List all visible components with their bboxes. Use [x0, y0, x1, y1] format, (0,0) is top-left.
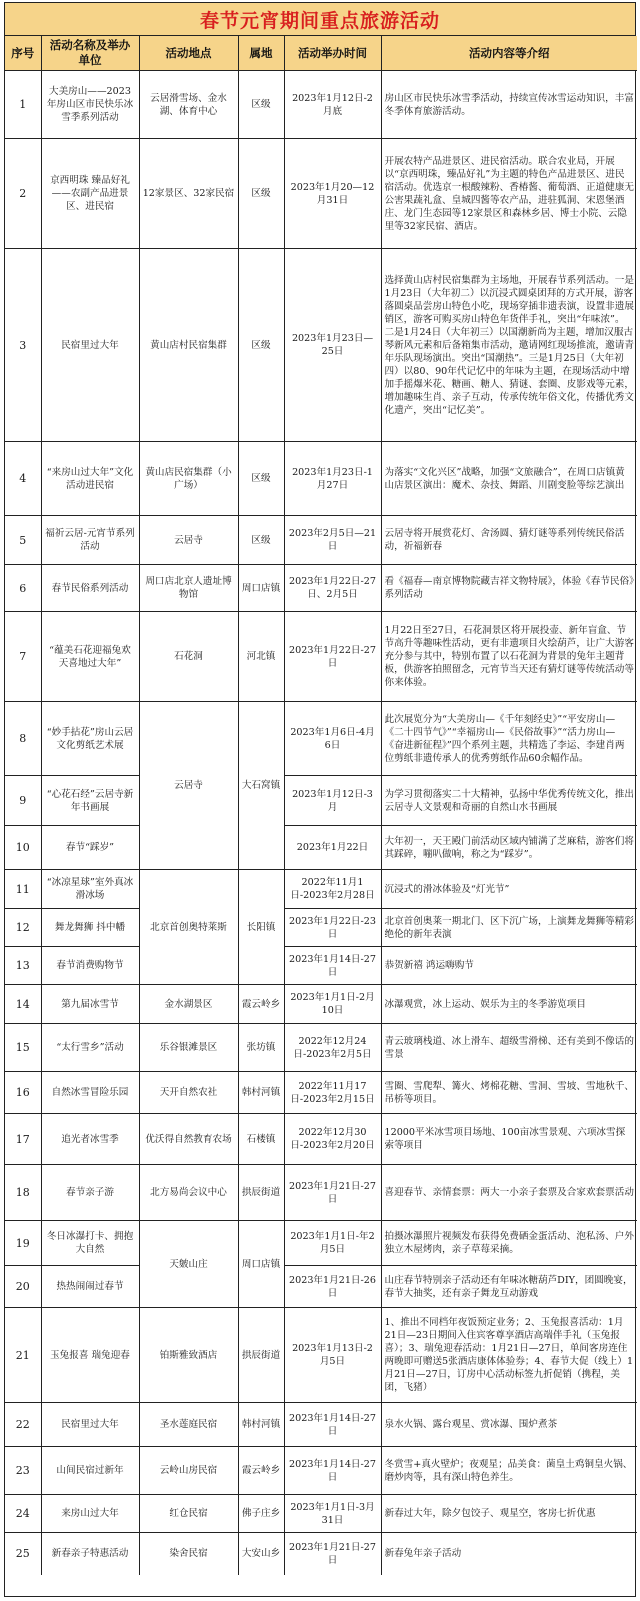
merged-place-yunju: 云居寺: [139, 702, 238, 870]
row-time: 2022年11月17日-2023年2月15日: [284, 1072, 381, 1114]
row-time: 2023年1月14日-27日: [284, 947, 381, 985]
row-area: 霞云岭乡: [238, 985, 284, 1024]
row-time: 2023年1月20—12月31日: [284, 139, 381, 249]
row-name: 民宿里过大年: [41, 1403, 139, 1447]
table-row: [5, 1447, 637, 1495]
table-row: [5, 1403, 637, 1447]
row-seq: 24: [5, 1495, 41, 1533]
row-seq: 20: [5, 1266, 41, 1308]
row-name: “蕴美石花迎福兔欢天喜地过大年”: [41, 612, 139, 702]
header-place: 活动地点: [139, 36, 238, 71]
row-area: 拱辰街道: [238, 1308, 284, 1403]
row-desc: 开展农特产品进景区、进民宿活动。联合农业局，开展以“京西明珠，臻品好礼”为主题的特色产品进景区、进民宿活动。优选京一根酸辣粉、香椿酱、葡萄酒、正道健康无公害果蔬礼盒、皇城四酱等农产品，进驻狐洞、宋恩堡酒庄、龙门生态园等12家景区和森林乡居、博士小院、云隐里等32家民宿、酒店。: [381, 139, 637, 249]
table-row: [5, 1114, 637, 1165]
row-desc: 12000平米冰雪项目场地、100亩冰雪景观、六项冰雪探索等项目: [381, 1114, 637, 1165]
row-time: 2023年1月21日-26日: [284, 1266, 381, 1308]
row-name: “冰凉星球”室外真冰滑冰场: [41, 870, 139, 909]
row-place: 云居寺: [139, 516, 238, 565]
header-name: 活动名称及举办单位: [41, 36, 139, 71]
row-time: 2023年1月1日-3月31日: [284, 1495, 381, 1533]
table-row: [5, 870, 637, 909]
row-seq: 17: [5, 1114, 41, 1165]
row-area: 霞云岭乡: [238, 1447, 284, 1495]
row-seq: 7: [5, 612, 41, 702]
row-seq: 22: [5, 1403, 41, 1447]
row-place: 红仓民宿: [139, 1495, 238, 1533]
row-place: 优沃得自然教育农场: [139, 1114, 238, 1165]
row-desc: 此次展览分为“大美房山—《千年刻经史》”“平安房山—《二十四节气》”“幸福房山—《民俗故事》”“活力房山—《奋进新征程》”四个系列主题，共精选了李运、李建肖两位剪纸非遗传承人的优秀剪纸作品60余幅作品。: [381, 702, 637, 776]
row-place: 染舍民宿: [139, 1533, 238, 1575]
row-area: 区级: [238, 71, 284, 139]
row-desc: 冰瀑观赏，冰上运动、娱乐为主的冬季游览项目: [381, 985, 637, 1024]
row-seq: 5: [5, 516, 41, 565]
table-row: [5, 776, 637, 826]
row-area: 周口店镇: [238, 565, 284, 612]
row-seq: 25: [5, 1533, 41, 1575]
header-seq: 序号: [5, 36, 41, 71]
table-row: [5, 1495, 637, 1533]
row-desc: 新春兔年亲子活动: [381, 1533, 637, 1575]
row-time: 2023年1月6日-4月6日: [284, 702, 381, 776]
row-name: 民宿里过大年: [41, 249, 139, 442]
row-seq: 2: [5, 139, 41, 249]
row-area: 石楼镇: [238, 1114, 284, 1165]
row-area: 区级: [238, 249, 284, 442]
row-seq: 15: [5, 1024, 41, 1072]
row-place: 天开自然农社: [139, 1072, 238, 1114]
row-desc: 泉水火锅、露台观星、赏冰瀑、围炉煮茶: [381, 1403, 637, 1447]
row-time: 2023年1月23日—25日: [284, 249, 381, 442]
row-name: 春节民俗系列活动: [41, 565, 139, 612]
row-name: 福祈云居-元宵节系列活动: [41, 516, 139, 565]
row-seq: 10: [5, 826, 41, 870]
table-row: [5, 1266, 637, 1308]
activity-sheet: [4, 2, 636, 1597]
row-area: 河北镇: [238, 612, 284, 702]
row-desc: 青云玻璃栈道、冰上滑车、超级雪滑梯、还有美到不像话的雪景: [381, 1024, 637, 1072]
row-name: 冬日冰瀑打卡、拥抱大自然: [41, 1221, 139, 1266]
row-area: 区级: [238, 516, 284, 565]
row-desc: 云居寺将开展赏花灯、舍汤圆、猜灯谜等系列传统民俗活动，祈福新春: [381, 516, 637, 565]
row-desc: 选择黄山店村民宿集群为主场地，开展春节系列活动。一是1月23日（大年初二）以沉浸式圆桌团拜的方式开展，游客落圆桌品尝房山特色小吃，现场穿插非遗表演，设置非遗展销区，游客可购买房山特色年货伴手礼，突出“年味浓”。二是1月24日（大年初三）以国潮新尚为主题，增加汉服古琴新风元素和后备箱集市活动，邀请网红现场推流，邀请青年乐队现场演出。突出“国潮热”。三是1月25日（大年初四）以80、90年代记忆中的年味为主题，在现场活动中增加手摇爆米花、糖画、糖人、猜谜、套圈、皮影戏等元素，增加趣味生肖、亲子互动，传承传统年俗文化，传播优秀文化遗产，突出“记忆美”。: [381, 249, 637, 442]
row-seq: 21: [5, 1308, 41, 1403]
row-desc: 房山区市民快乐冰雪季活动，持续宣传冰雪运动知识，丰富冬季体育旅游活动。: [381, 71, 637, 139]
row-seq: 4: [5, 442, 41, 516]
table-row: [5, 139, 637, 249]
merged-area-zhoukoudian: 周口店镇: [238, 1221, 284, 1308]
row-time: 2022年12月30日-2023年2月20日: [284, 1114, 381, 1165]
row-seq: 1: [5, 71, 41, 139]
row-desc: 山庄春节特别亲子活动还有年味冰糖葫芦DIY，团圆晚宴，春节大抽奖，还有亲子舞龙互动游戏: [381, 1266, 637, 1308]
table-row: [5, 826, 637, 870]
row-name: 热热闹闹过春节: [41, 1266, 139, 1308]
row-seq: 6: [5, 565, 41, 612]
sheet-title: 春节元宵期间重点旅游活动: [5, 3, 635, 36]
row-seq: 23: [5, 1447, 41, 1495]
header-time: 活动举办时间: [284, 36, 381, 71]
row-place: 石花洞: [139, 612, 238, 702]
table-row: [5, 442, 637, 516]
row-time: 2023年1月14日-27日: [284, 1403, 381, 1447]
row-name: 玉兔报喜 瑞兔迎春: [41, 1308, 139, 1403]
row-area: 拱辰街道: [238, 1165, 284, 1221]
activity-table: [5, 36, 637, 1575]
row-place: 北方易尚会议中心: [139, 1165, 238, 1221]
row-desc: 北京首创奥莱一期北门、区下沉广场，上演舞龙舞狮等精彩绝伦的新年表演: [381, 909, 637, 947]
row-time: 2023年1月12日-3月: [284, 776, 381, 826]
table-row: [5, 612, 637, 702]
merged-area-dashiwo: 大石窝镇: [238, 702, 284, 870]
row-name: 第九届冰雪节: [41, 985, 139, 1024]
row-time: 2023年1月13日-2月5日: [284, 1308, 381, 1403]
row-time: 2023年1月22日-23日: [284, 909, 381, 947]
row-place: 铂斯雅致酒店: [139, 1308, 238, 1403]
row-seq: 19: [5, 1221, 41, 1266]
row-time: 2023年1月22日: [284, 826, 381, 870]
row-time: 2023年1月14日-27日: [284, 1447, 381, 1495]
table-row: [5, 1165, 637, 1221]
table-row: [5, 1221, 637, 1266]
table-row: [5, 702, 637, 776]
row-name: 追光者冰雪季: [41, 1114, 139, 1165]
row-area: 区级: [238, 442, 284, 516]
table-row: [5, 1533, 637, 1575]
row-time: 2022年12月24日-2023年2月5日: [284, 1024, 381, 1072]
table-row: [5, 985, 637, 1024]
row-place: 黄山店村民宿集群: [139, 249, 238, 442]
row-seq: 3: [5, 249, 41, 442]
row-time: 2023年1月1日-年2月5日: [284, 1221, 381, 1266]
row-time: 2022年11月1日-2023年2月28日: [284, 870, 381, 909]
row-name: “太行雪乡”活动: [41, 1024, 139, 1072]
row-time: 2023年2月5日—21日: [284, 516, 381, 565]
row-name: 大美房山——2023年房山区市民快乐冰雪季系列活动: [41, 71, 139, 139]
table-row: [5, 71, 637, 139]
row-seq: 11: [5, 870, 41, 909]
row-desc: 恭贺新禧 鸿运嗨购节: [381, 947, 637, 985]
row-name: 春节“踩岁”: [41, 826, 139, 870]
row-name: 山间民宿过新年: [41, 1447, 139, 1495]
row-area: 张坊镇: [238, 1024, 284, 1072]
row-desc: 为学习贯彻落实二十大精神，弘扬中华优秀传统文化，推出云居寺人文景观和奇丽的自然山水书画展: [381, 776, 637, 826]
row-place: 金水湖景区: [139, 985, 238, 1024]
row-area: 佛子庄乡: [238, 1495, 284, 1533]
row-place: 圣水莲庭民宿: [139, 1403, 238, 1447]
row-place: 乐谷银滩景区: [139, 1024, 238, 1072]
row-time: 2023年1月21日-27日: [284, 1165, 381, 1221]
row-time: 2023年1月22日-27日、2月5日: [284, 565, 381, 612]
row-place: 云居滑雪场、金水湖、体育中心: [139, 71, 238, 139]
row-desc: 冬赏雪+真火壁炉；夜观星；品美食：菌皇土鸡铜皇火锅、磨炒肉等，具有深山特色养生。: [381, 1447, 637, 1495]
row-desc: 喜迎春节、亲情套票：两大一小亲子套票及合家欢套票活动: [381, 1165, 637, 1221]
table-row: [5, 249, 637, 442]
row-desc: 1月22日至27日，石花洞景区将开展投壶、新年盲盒、节节高升等趣味性活动，更有非遗项目火绘葫芦，让广大游客充分参与其中，特别布置了以石花洞为背景的兔年主题背板，供游客拍照留念，元宵节当天还有猜灯谜等传统活动等你来体验。: [381, 612, 637, 702]
row-time: 2023年1月21日-27日: [284, 1533, 381, 1575]
row-seq: 13: [5, 947, 41, 985]
row-seq: 18: [5, 1165, 41, 1221]
table-row: [5, 1072, 637, 1114]
row-name: “妙手拈花”房山云居文化剪纸艺术展: [41, 702, 139, 776]
row-desc: 1、推出不同档年夜饭预定业务；2、玉兔报喜活动：1月21日—23日期间入住宾客尊享酒店高端伴手礼（玉兔报喜）；3、瑞兔迎春活动：1月21日—27日，单间客房连住两晚即可赠送5张酒店康体体验券；4、春节大促（线上）1月21日—27日，订房中心活动标签九折促销（携程，美团，飞猪）: [381, 1308, 637, 1403]
row-desc: 新春过大年，除夕包饺子、观星空，客房七折优惠: [381, 1495, 637, 1533]
row-place: 12家景区、32家民宿: [139, 139, 238, 249]
row-name: 舞龙舞狮 抖中幡: [41, 909, 139, 947]
row-name: 春节消费购物节: [41, 947, 139, 985]
row-desc: 为落实“文化兴区”战略，加强“文旅融合”，在周口店镇黄山店景区演出：魔术、杂技、舞蹈、川剧变脸等综艺演出: [381, 442, 637, 516]
row-name: 来房山过大年: [41, 1495, 139, 1533]
row-area: 大安山乡: [238, 1533, 284, 1575]
row-seq: 16: [5, 1072, 41, 1114]
row-time: 2023年1月1日-2月10日: [284, 985, 381, 1024]
row-desc: 雪圈、雪爬犁、篝火、烤棉花糖、雪洞、雪坡、雪地秋千、吊桥等项目。: [381, 1072, 637, 1114]
row-desc: 看《福春—南京博物院藏吉祥文物特展》，体验《春节民俗》系列活动: [381, 565, 637, 612]
row-desc: 拍摄冰瀑照片视频发布获得免费硒金蛋活动、泡私汤、户外独立木屋烤肉，亲子草莓采摘。: [381, 1221, 637, 1266]
row-name: 春节亲子游: [41, 1165, 139, 1221]
row-place: 云岭山房民宿: [139, 1447, 238, 1495]
row-time: 2023年1月12日-2月底: [284, 71, 381, 139]
row-name: “来房山过大年”文化活动进民宿: [41, 442, 139, 516]
row-time: 2023年1月22日-27日: [284, 612, 381, 702]
merged-place-shouchuang: 北京首创奥特莱斯: [139, 870, 238, 985]
row-name: 新春亲子特惠活动: [41, 1533, 139, 1575]
header-desc: 活动内容等介绍: [381, 36, 637, 71]
row-name: “心花石经”云居寺新年书画展: [41, 776, 139, 826]
row-place: 黄山店民宿集群（小广场）: [139, 442, 238, 516]
row-name: 自然冰雪冒险乐园: [41, 1072, 139, 1114]
table-row: [5, 909, 637, 947]
row-seq: 8: [5, 702, 41, 776]
row-seq: 14: [5, 985, 41, 1024]
row-time: 2023年1月23日-1月27日: [284, 442, 381, 516]
row-desc: 沉浸式的滑冰体验及“灯光节”: [381, 870, 637, 909]
table-row: [5, 1024, 637, 1072]
row-area: 韩村河镇: [238, 1403, 284, 1447]
row-seq: 9: [5, 776, 41, 826]
row-area: 区级: [238, 139, 284, 249]
row-place: 周口店北京人遗址博物馆: [139, 565, 238, 612]
table-row: [5, 516, 637, 565]
table-row: [5, 565, 637, 612]
row-desc: 大年初一，天王殿门前活动区域内铺满了芝麻秸，游客们将其踩碎，嘣叭做响，称之为“踩岁”。: [381, 826, 637, 870]
merged-area-changyang: 长阳镇: [238, 870, 284, 985]
header-area: 属地: [238, 36, 284, 71]
merged-place-tianxi: 天皴山庄: [139, 1221, 238, 1308]
row-name: 京西明珠 臻品好礼——农副产品进景区、进民宿: [41, 139, 139, 249]
table-row: [5, 947, 637, 985]
header-row: [5, 36, 637, 71]
table-row: [5, 1308, 637, 1403]
row-seq: 12: [5, 909, 41, 947]
row-area: 韩村河镇: [238, 1072, 284, 1114]
